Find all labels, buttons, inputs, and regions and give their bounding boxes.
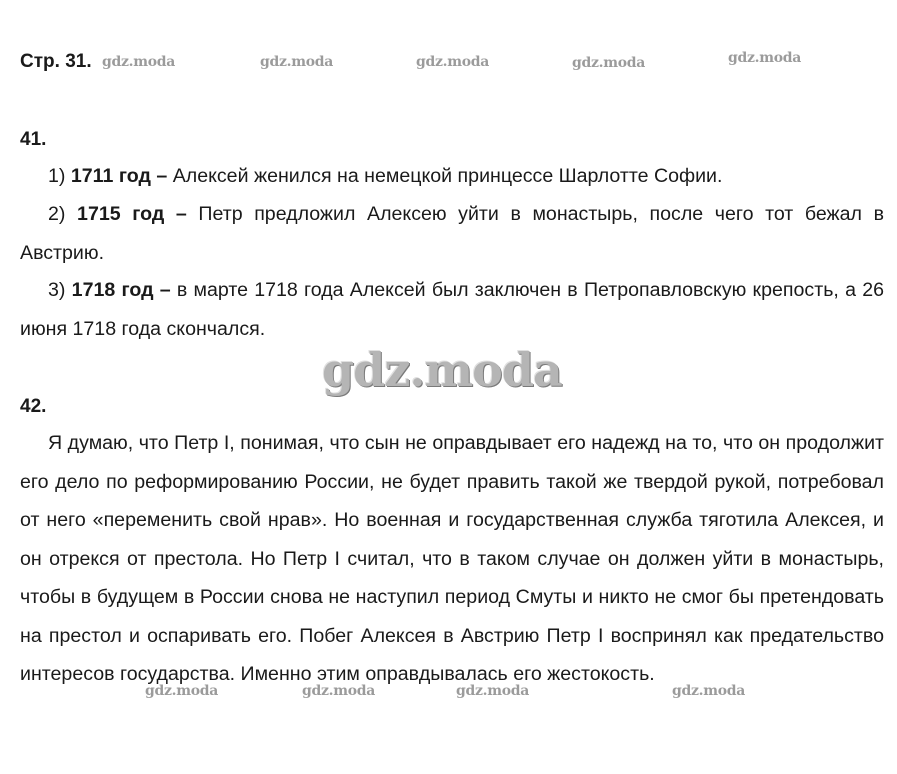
watermark: gdz.moda	[456, 683, 530, 699]
item-text: Алексей женился на немецкой принцессе Шарлотте Софии.	[172, 165, 723, 187]
watermark: gdz.moda	[260, 54, 334, 70]
task-number: 42.	[20, 396, 47, 417]
task-number: 41.	[20, 129, 47, 150]
watermark: gdz.moda	[145, 683, 219, 699]
watermark-logo: gdz.moda	[322, 343, 562, 397]
item-number: 2)	[48, 203, 66, 225]
watermark: gdz.moda	[728, 50, 802, 66]
item-year: 1711 год –	[70, 165, 168, 187]
task-41-item-1	[20, 157, 884, 196]
item-year: 1715 год –	[77, 203, 187, 225]
item-number: 3)	[48, 279, 66, 301]
item-text: в марте 1718 года Алексей был заключен в Петропавловскую крепость, а 26 июня 1718 года скончался.	[20, 279, 884, 340]
page-label: Стр. 31.	[20, 51, 92, 72]
task-41-item-3	[20, 271, 884, 348]
item-year: 1718 год –	[71, 279, 171, 301]
watermark: gdz.moda	[416, 54, 490, 70]
watermark: gdz.moda	[102, 54, 176, 70]
item-number: 1)	[48, 165, 66, 187]
watermark: gdz.moda	[572, 55, 646, 71]
watermark: gdz.moda	[672, 683, 746, 699]
task-42-answer: Я думаю, что Петр I, понимая, что сын не оправдывает его надежд на то, что он продолжит его дело по реформированию России, не будет править такой же твердой рукой, потребовал от него «переменить свой нрав». Но военная и государственная служба тяготила Алексея, и он отрекся от престола. Но Петр I считал, что в таком случае он должен уйти в монастырь, чтобы в будущем в России снова не наступил период Смуты и никто не смог бы претендовать на престол и оспаривать его. Побег Алексея в Австрию Петр I воспринял как предательство интересов государства. Именно этим оправдывалась его жестокость.	[20, 432, 884, 685]
watermark: gdz.moda	[302, 683, 376, 699]
task-41-item-2	[20, 195, 884, 272]
item-text: Петр предложил Алексею уйти в монастырь, после чего тот бежал в Австрию.	[20, 203, 884, 264]
